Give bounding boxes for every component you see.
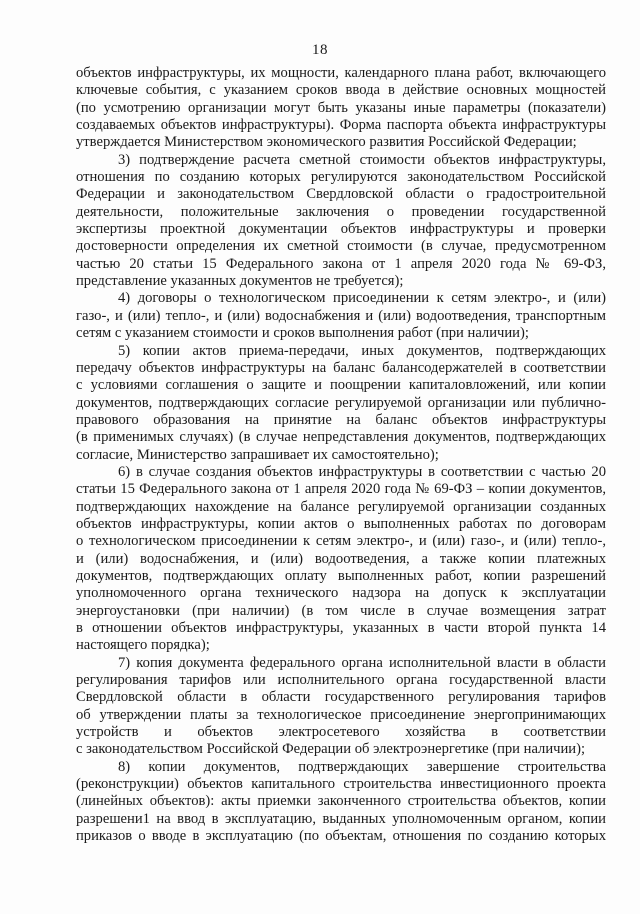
paragraph-line: 7) копия документа федерального органа исполнительной власти в области — [118, 654, 606, 671]
paragraph-line: деятельности, положительные заключения о проведении государственной — [76, 203, 606, 220]
paragraph-line: (в применимых случаях) (в случае непредставления документов, подтверждающих — [76, 429, 606, 446]
paragraph-line: передачу объектов инфраструктуры на баланс балансодержателей в соответствии — [76, 359, 606, 376]
paragraph-line: подтверждающих нахождение на балансе регулируемой организации созданных — [76, 498, 606, 515]
paragraph-line: Федерации и законодательством Свердловской области о градостроительной — [76, 186, 606, 203]
paragraph-line: в отношении объектов инфраструктуры, указанных в части второй пункта 14 — [76, 620, 606, 636]
paragraph-line: уполномоченного органа технического надзора на допуск к эксплуатации — [76, 585, 606, 602]
paragraph-line: с условиями соглашения о защите и поощрении капиталовложений, или копии — [76, 377, 606, 394]
paragraph-line: представление указанных документов не требуется); — [76, 273, 404, 290]
paragraph-line: документов, подтверждающих оплату выполненных работ, копии разрешений — [76, 567, 606, 584]
paragraph-line: регулирования тарифов или исполнительного органа государственной власти — [76, 672, 606, 689]
paragraph-line: объектов инфраструктуры, копии актов о выполненных работах по договорам — [76, 515, 606, 532]
paragraph-line: (по усмотрению организации могут быть указаны иные параметры (показатели) — [76, 99, 606, 116]
document-body — [76, 65, 606, 845]
paragraph-line: ключевые события, с указанием сроков ввода в действие основных мощностей — [76, 82, 606, 99]
paragraph-line: создаваемых объектов инфраструктуры). Форма паспорта объекта инфраструктуры — [76, 117, 606, 134]
paragraph-line: 4) договоры о технологическом присоединении к сетям электро-, и (или) — [118, 290, 606, 307]
paragraph-line: документов, подтверждающих согласие регулируемой организации или публично- — [76, 394, 606, 411]
paragraph-line: (линейных объектов): акты приемки законченного строительства объектов, копии — [76, 793, 606, 810]
page-number: 18 — [312, 42, 328, 58]
paragraph-line: газо-, и (или) тепло-, и (или) водоснабжения и (или) водоотведения, транспортным — [76, 307, 606, 324]
paragraph-line: разрешени1 на ввод в эксплуатацию, выданных уполномоченным органом, копии — [76, 810, 606, 827]
paragraph-line: утверждается Министерством экономического развития Российской Федерации; — [76, 134, 577, 151]
paragraph-line: статьи 15 Федерального закона от 1 апреля 2020 года № 69-ФЗ – копии документов, — [76, 481, 606, 498]
paragraph-line: об утверждении платы за технологическое присоединение энергопринимающих — [76, 706, 606, 723]
paragraph-line: настоящего порядка); — [76, 637, 210, 654]
paragraph-line: и (или) водоснабжения, и (или) водоотведения, а также копии платежных — [76, 550, 606, 567]
paragraph-line: 8) копии документов, подтверждающих завершение строительства — [118, 758, 606, 775]
paragraph-line: Свердловской области в области государственного регулирования тарифов — [76, 689, 606, 706]
paragraph-line: о технологическом присоединении к сетям электро-, и (или) газо-, и (или) тепло-, — [76, 533, 606, 550]
paragraph-line: 5) копии актов приема-передачи, иных документов, подтверждающих — [118, 342, 606, 359]
paragraph-line: частью 20 статьи 15 Федерального закона от 1 апреля 2020 года № 69-ФЗ, — [76, 255, 606, 272]
paragraph-line: согласие, Министерство запрашивает их самостоятельно); — [76, 446, 439, 463]
paragraph-line: достоверности определения их сметной стоимости (в случае, предусмотренном — [76, 238, 606, 255]
paragraph-line: сетям с указанием стоимости и сроков выполнения работ (при наличии); — [76, 325, 529, 342]
paragraph-line: 3) подтверждение расчета сметной стоимости объектов инфраструктуры, — [118, 151, 606, 168]
paragraph-line: приказов о вводе в эксплуатацию (по объектам, отношения по созданию которых — [76, 828, 606, 845]
paragraph-line: с законодательством Российской Федерации об электроэнергетике (при наличии); — [76, 741, 586, 758]
paragraph-line: объектов инфраструктуры, их мощности, календарного плана работ, включающего — [76, 65, 606, 81]
paragraph-line: правового образования на принятие на баланс объектов инфраструктуры — [76, 411, 606, 428]
paragraph-line: экспертизы проектной документации объектов инфраструктуры и проверки — [76, 221, 606, 238]
paragraph-line: отношения по созданию которых регулируются законодательством Российской — [76, 169, 606, 186]
paragraph-line: 6) в случае создания объектов инфраструктуры в соответствии с частью 20 — [118, 463, 606, 480]
paragraph-line: устройств и объектов электросетевого хозяйства в соответствии — [76, 724, 606, 741]
paragraph-line: энергоустановки (при наличии) (в том числе в случае возмещения затрат — [76, 602, 606, 619]
paragraph-line: (реконструкции) объектов капитального строительства инвестиционного проекта — [76, 776, 606, 793]
